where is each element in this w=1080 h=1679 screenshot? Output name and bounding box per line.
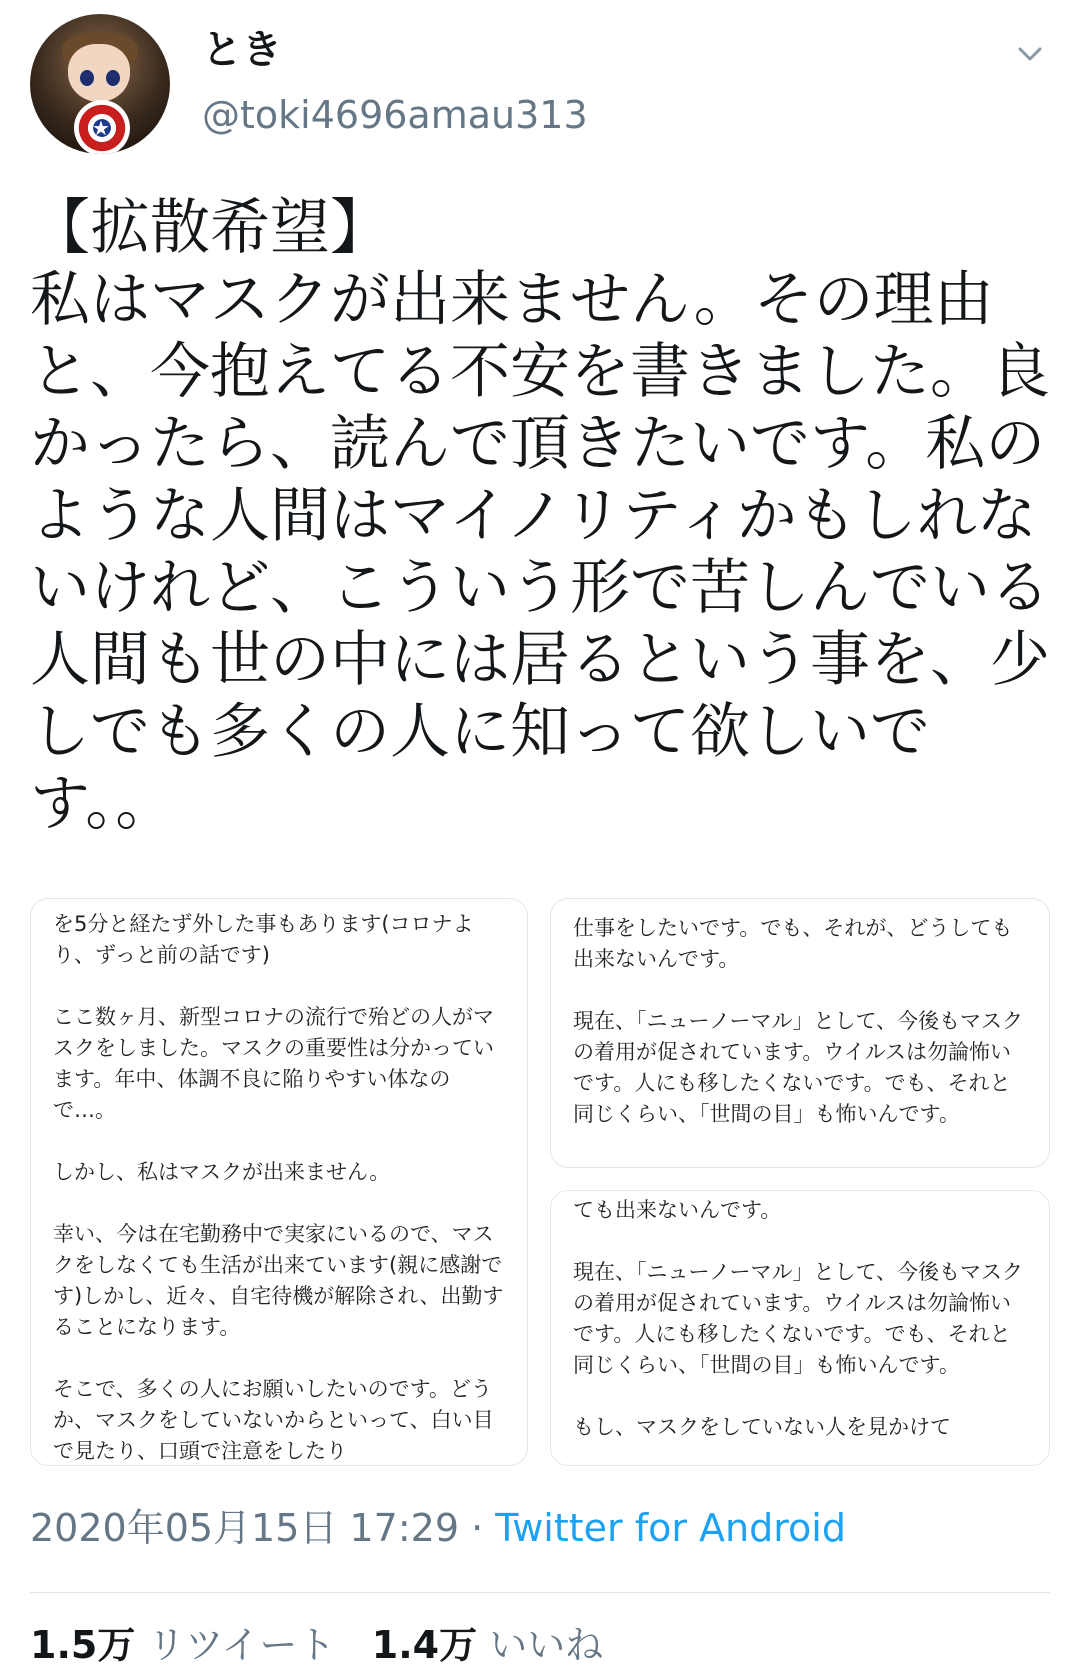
retweets-label: リツイート — [147, 1623, 336, 1667]
likes-stat[interactable] — [372, 1623, 603, 1667]
avatar-face — [68, 44, 130, 102]
tweet-meta — [30, 1504, 846, 1552]
tweet-text: 【拡散希望】 私はマスクが出来ません。その理由と、今抱えてる不安を書きました。良かったら、読んで頂きたいです。私のような人間はマイノリティかもしれないけれど、こういう形で苦しんでいる人間も世の中には居るという事を、少しでも多くの人に知って欲しいです。。 — [30, 193, 1050, 839]
media-image-1[interactable] — [30, 898, 528, 1466]
avatar-eye-left — [80, 70, 94, 86]
timestamp[interactable]: 2020年05月15日 17:29 — [30, 1506, 460, 1550]
meta-separator: · — [459, 1506, 496, 1550]
avatar-eye-right — [106, 70, 120, 86]
star-icon: ★ — [92, 116, 110, 140]
tweet-stats — [30, 1620, 603, 1670]
media-text-2: 仕事をしたいです。でも、それが、どうしても出来ないんです。 現在、「ニューノーマル」として、今後もマスクの着用が促されています。ウイルスは勿論怖いです。人にも移したくないです。でも、それと同じくらい、「世間の目」も怖いんです。 — [573, 916, 1024, 1126]
media-image-2[interactable] — [550, 898, 1050, 1168]
chevron-down-icon[interactable] — [1012, 36, 1048, 72]
user-handle[interactable]: @toki4696amau313 — [202, 93, 588, 137]
avatar[interactable] — [30, 14, 170, 154]
display-name[interactable]: とき — [202, 27, 282, 73]
retweets-count: 1.5万 — [30, 1623, 136, 1667]
retweets-stat[interactable] — [30, 1623, 336, 1667]
source-link[interactable]: Twitter for Android — [495, 1506, 846, 1550]
likes-count: 1.4万 — [371, 1623, 478, 1667]
media-text-3: ても出来ないんです。 現在、「ニューノーマル」として、今後もマスクの着用が促されています。ウイルスは勿論怖いです。人にも移したくないです。でも、それと同じくらい、「世間の目」も怖いんです。 もし、マスクをしていない人を見かけて — [573, 1198, 1024, 1439]
divider — [30, 1592, 1050, 1593]
media-image-3[interactable] — [550, 1190, 1050, 1466]
likes-label: いいね — [489, 1623, 604, 1667]
media-text-1: を5分と経たず外した事もあります(コロナより、ずっと前の話です) ここ数ヶ月、新型コロナの流行で殆どの人がマスクをしました。マスクの重要性は分かっています。年中、体調不良に陥りやすい体なので…。 しかし、私はマスクが出来ません。 幸い、今は在宅勤務中で実家にいるので、マスクをしなくても生活が出来ています(親に感謝です)しかし、近々、自宅待機が解除され、出勤することになります。 そこで、多くの人にお願いしたいのです。どうか、マスクをしていないからといって、白い目で見たり、口頭で注意をしたり — [53, 912, 504, 1463]
